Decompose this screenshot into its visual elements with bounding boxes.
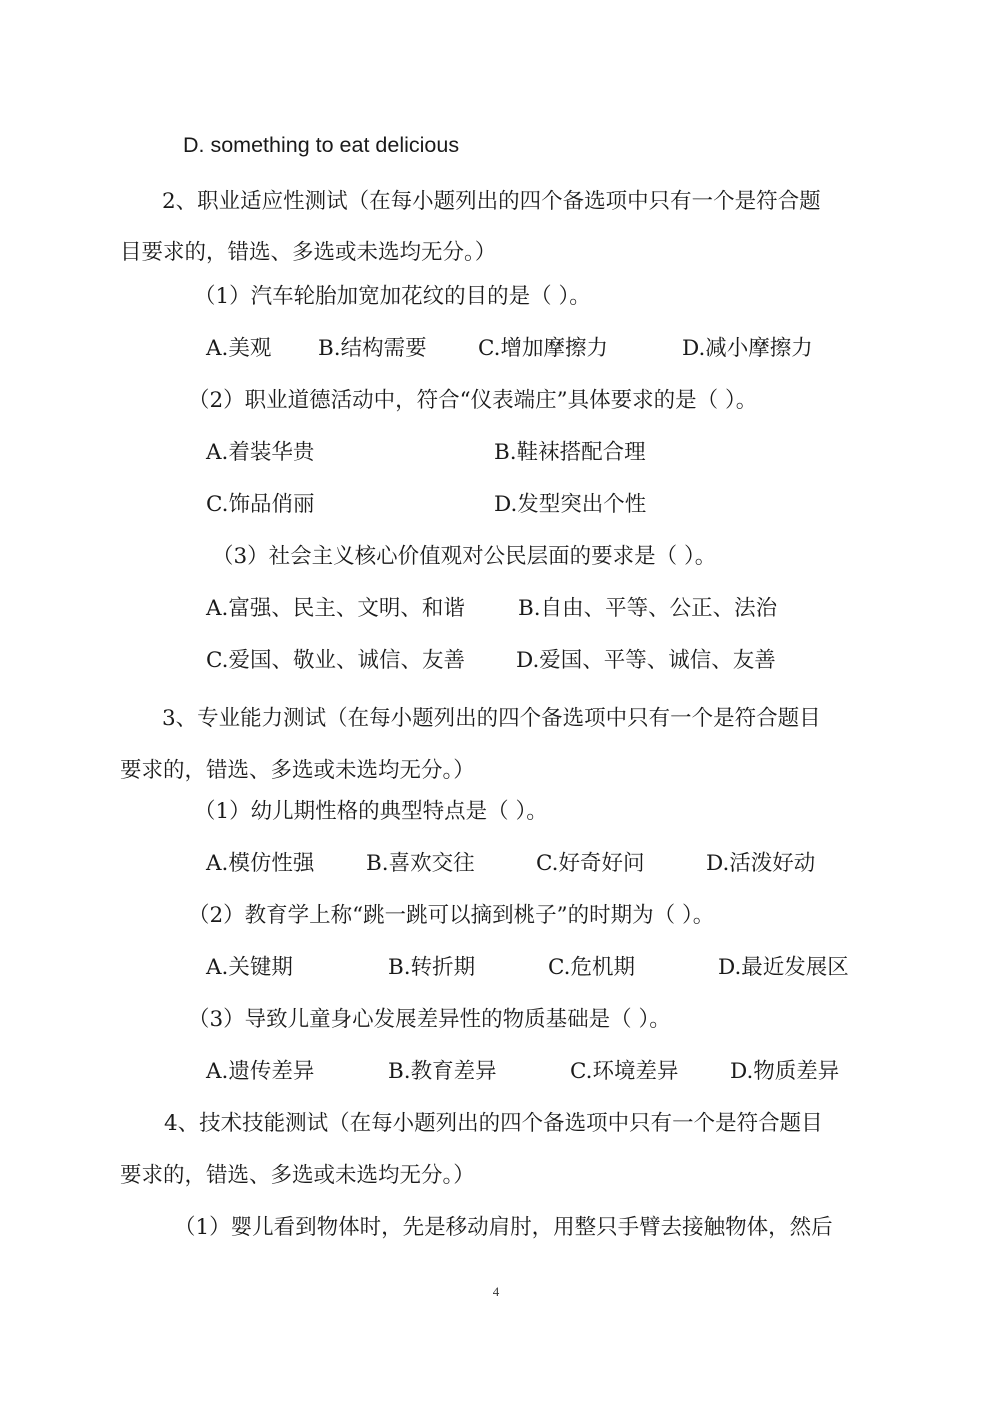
s3-q3-option-a: A.遗传差异	[206, 1059, 315, 1084]
s2-q2-option-c: C.饰品俏丽	[206, 492, 315, 517]
s3-q1-option-a: A.模仿性强	[206, 851, 315, 876]
s3-q3-option-b: B.教育差异	[388, 1059, 497, 1084]
s2-q2-option-b: B.鞋袜搭配合理	[494, 440, 646, 465]
section-3-heading-line2: 要求的，错选、多选或未选均无分。）	[120, 758, 475, 783]
s3-q2-option-b: B.转折期	[388, 955, 476, 980]
s3-q3-stem: （3）导致儿童身心发展差异性的物质基础是（ ）。	[188, 1007, 671, 1032]
s2-q1-stem: （1）汽车轮胎加宽加花纹的目的是（ ）。	[194, 284, 591, 309]
s3-q3-option-c: C.环境差异	[570, 1059, 679, 1084]
s3-q2-stem: （2）教育学上称“跳一跳可以摘到桃子”的时期为（ ）。	[188, 903, 715, 928]
s2-q3-option-b: B.自由、平等、公正、法治	[518, 596, 778, 621]
section-2-heading-line1: 2、职业适应性测试（在每小题列出的四个备选项中只有一个是符合题	[162, 189, 821, 214]
s2-q1-option-a: A.美观	[206, 336, 272, 361]
s3-q2-option-d: D.最近发展区	[718, 955, 849, 980]
s2-q2-option-d: D.发型突出个性	[494, 492, 647, 517]
s2-q3-option-a: A.富强、民主、文明、和谐	[206, 596, 465, 621]
s2-q3-option-c: C.爱国、敬业、诚信、友善	[206, 648, 466, 673]
s2-q3-option-d: D.爱国、平等、诚信、友善	[516, 648, 776, 673]
s2-q2-option-a: A.着装华贵	[206, 440, 315, 465]
page-number: 4	[492, 1284, 500, 1299]
s2-q1-option-d: D.减小摩擦力	[682, 336, 813, 361]
s4-q1-stem: （1）婴儿看到物体时，先是移动肩肘，用整只手臂去接触物体，然后	[174, 1215, 833, 1240]
s3-q2-option-a: A.关键期	[206, 955, 293, 980]
s2-q3-stem: （3）社会主义核心价值观对公民层面的要求是（ ）。	[212, 544, 717, 569]
s3-q1-option-d: D.活泼好动	[706, 851, 816, 876]
s2-q2-stem: （2）职业道德活动中，符合“仪表端庄”具体要求的是（ ）。	[188, 388, 758, 413]
prev-option-d: D. something to eat delicious	[183, 133, 460, 157]
s3-q1-option-c: C.好奇好问	[536, 851, 645, 876]
s3-q1-option-b: B.喜欢交往	[366, 851, 475, 876]
section-3-heading-line1: 3、专业能力测试（在每小题列出的四个备选项中只有一个是符合题目	[162, 706, 821, 731]
s2-q1-option-b: B.结构需要	[318, 336, 427, 361]
section-2-heading-line2: 目要求的，错选、多选或未选均无分。）	[120, 240, 497, 265]
section-4-heading-line1: 4、技术技能测试（在每小题列出的四个备选项中只有一个是符合题目	[164, 1111, 823, 1136]
s3-q1-stem: （1）幼儿期性格的典型特点是（ ）。	[194, 799, 548, 824]
s2-q1-option-c: C.增加摩擦力	[478, 336, 609, 361]
s3-q2-option-c: C.危机期	[548, 955, 636, 980]
s3-q3-option-d: D.物质差异	[730, 1059, 840, 1084]
section-4-heading-line2: 要求的，错选、多选或未选均无分。）	[120, 1163, 475, 1188]
